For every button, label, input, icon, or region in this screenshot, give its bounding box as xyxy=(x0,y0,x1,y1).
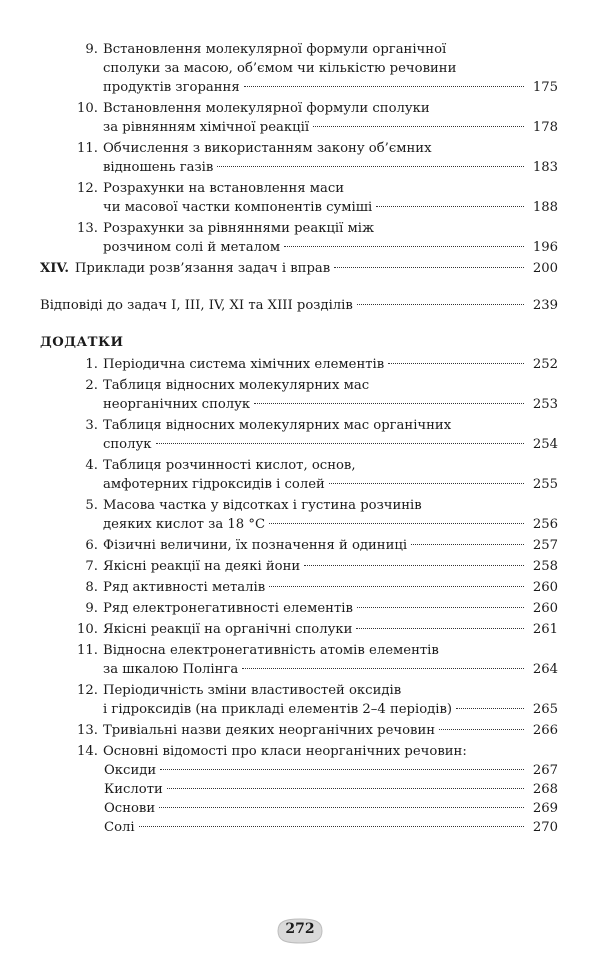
dot-leader xyxy=(254,403,524,404)
page-ref: 267 xyxy=(532,763,558,778)
dot-leader xyxy=(334,267,524,268)
page-ref: 269 xyxy=(532,801,558,816)
entry-number: 9. xyxy=(85,42,98,57)
entry-title-line: і гідроксидів (на прикладі елементів 2–4 періодів) xyxy=(103,702,453,717)
section-title: Приклади розв’язання задач і вправ xyxy=(74,261,331,276)
entry-title-line: Якісні реакції на деякі йони xyxy=(103,559,301,574)
entry-title-line: Таблиця відносних молекулярних мас xyxy=(103,378,370,393)
entry-title-line: Таблиця відносних молекулярних мас органічних xyxy=(103,418,452,433)
entry-title-line: Ряд активності металів xyxy=(103,580,266,595)
dot-leader xyxy=(156,443,525,444)
page-ref: 256 xyxy=(532,517,558,532)
entry-title-line: амфотерних гідроксидів і солей xyxy=(103,477,325,492)
dot-leader xyxy=(284,246,524,247)
section-roman-numeral: XIV. xyxy=(40,261,69,276)
dot-leader xyxy=(159,807,524,808)
toc-entry xyxy=(40,139,558,177)
toc-entry xyxy=(40,557,558,576)
page-ref: 268 xyxy=(532,782,558,797)
entry-title-line: відношень газів xyxy=(103,160,214,175)
entry-number: 14. xyxy=(77,744,98,759)
entry-title-line: продуктів згорання xyxy=(103,80,240,95)
entry-title-line: за шкалою Полінга xyxy=(103,662,239,677)
page-ref: 257 xyxy=(532,538,558,553)
page-ref: 175 xyxy=(532,80,558,95)
dot-leader xyxy=(388,363,524,364)
toc-entry xyxy=(40,179,558,217)
entry-number: 10. xyxy=(77,622,98,637)
dot-leader xyxy=(242,668,524,669)
dot-leader xyxy=(357,607,524,608)
dot-leader xyxy=(439,729,524,730)
sub-entry-title: Оксиди xyxy=(104,763,157,778)
entry-number: 4. xyxy=(85,458,98,473)
appendix-entries xyxy=(40,355,558,740)
toc-entry-answers xyxy=(40,296,558,315)
toc-sub-entry xyxy=(40,761,558,780)
toc-entry xyxy=(40,416,558,454)
dot-leader xyxy=(167,788,524,789)
entry-number: 12. xyxy=(77,683,98,698)
page-ref: 265 xyxy=(532,702,558,717)
dot-leader xyxy=(244,86,524,87)
entry-number: 7. xyxy=(85,559,98,574)
page-ref: 260 xyxy=(532,601,558,616)
entry-title-line: деяких кислот за 18 °С xyxy=(103,517,266,532)
toc-entry xyxy=(40,456,558,494)
page-ref: 188 xyxy=(532,200,558,215)
sub-entry-title: Кислоти xyxy=(104,782,163,797)
dot-leader xyxy=(356,628,524,629)
toc-entry-14 xyxy=(40,742,558,761)
toc-entry xyxy=(40,599,558,618)
dot-leader xyxy=(411,544,524,545)
dot-leader xyxy=(456,708,524,709)
entry-number: 13. xyxy=(77,221,98,236)
entry-number: 13. xyxy=(77,723,98,738)
entry-title-line: Масова частка у відсотках і густина розчинів xyxy=(103,498,422,513)
toc-entry-section-xiv xyxy=(40,259,558,278)
toc-entry xyxy=(40,496,558,534)
dot-leader xyxy=(313,126,524,127)
entry-title-line: Встановлення молекулярної формули сполуки xyxy=(103,101,430,116)
page-ref: 239 xyxy=(532,298,558,313)
entry-number: 3. xyxy=(85,418,98,433)
entry-title-line: сполук xyxy=(103,437,152,452)
entry-title-line: Розрахунки за рівняннями реакції між xyxy=(103,221,375,236)
page-ref: 266 xyxy=(532,723,558,738)
toc-entry xyxy=(40,536,558,555)
toc-entry xyxy=(40,355,558,374)
sub-entries xyxy=(40,761,558,837)
page-number: 272 xyxy=(285,921,315,937)
page-ref: 254 xyxy=(532,437,558,452)
toc-entry xyxy=(40,40,558,97)
page-ref: 270 xyxy=(532,820,558,835)
entry-number: 5. xyxy=(85,498,98,513)
table-of-contents xyxy=(40,40,558,837)
dot-leader xyxy=(269,523,524,524)
page-ref: 183 xyxy=(532,160,558,175)
entry-title-line: Розрахунки на встановлення маси xyxy=(103,181,345,196)
toc-entry xyxy=(40,578,558,597)
entry-title-line: за рівнянням хімічної реакції xyxy=(103,120,310,135)
entry-title: Основні відомості про класи неорганічних речовин: xyxy=(103,744,467,759)
entry-title-line: сполуки за масою, об’ємом чи кількістю речовини xyxy=(103,61,457,76)
entry-title-line: Таблиця розчинності кислот, основ, xyxy=(103,458,356,473)
page-ref: 264 xyxy=(532,662,558,677)
entry-number: 9. xyxy=(85,601,98,616)
toc-entry xyxy=(40,376,558,414)
page-ref: 260 xyxy=(532,580,558,595)
entry-title-line: Періодичність зміни властивостей оксидів xyxy=(103,683,402,698)
page-ref: 253 xyxy=(532,397,558,412)
page-ref: 178 xyxy=(532,120,558,135)
entry-number: 2. xyxy=(85,378,98,393)
dot-leader xyxy=(357,304,524,305)
toc-sub-entry xyxy=(40,818,558,837)
entry-number: 1. xyxy=(85,357,98,372)
entry-number: 12. xyxy=(77,181,98,196)
toc-entry xyxy=(40,620,558,639)
entry-title-line: Ряд електронегативності елементів xyxy=(103,601,353,616)
toc-entry xyxy=(40,721,558,740)
sub-entry-title: Солі xyxy=(104,820,135,835)
entry-title-line: неорганічних сполук xyxy=(103,397,251,412)
dot-leader xyxy=(139,826,524,827)
toc-sub-entry xyxy=(40,799,558,818)
entry-title-line: Відносна електронегативність атомів елементів xyxy=(103,643,439,658)
entry-number: 6. xyxy=(85,538,98,553)
entry-title-line: чи масової частки компонентів суміші xyxy=(103,200,373,215)
entry-title-line: Тривіальні назви деяких неорганічних речовин xyxy=(103,723,436,738)
entry-title-line: Періодична система хімічних елементів xyxy=(103,357,385,372)
dot-leader xyxy=(376,206,524,207)
dot-leader xyxy=(329,483,524,484)
dot-leader xyxy=(217,166,524,167)
dot-leader xyxy=(160,769,524,770)
page-number-badge xyxy=(274,916,326,946)
toc-entry xyxy=(40,681,558,719)
entry-number: 11. xyxy=(77,643,98,658)
entry-title-line: Якісні реакції на органічні сполуки xyxy=(103,622,353,637)
page-ref: 196 xyxy=(532,240,558,255)
toc-entry xyxy=(40,99,558,137)
entry-number: 10. xyxy=(77,101,98,116)
entry-number: 8. xyxy=(85,580,98,595)
toc-sub-entry xyxy=(40,780,558,799)
page-ref: 255 xyxy=(532,477,558,492)
entry-title-line: Встановлення молекулярної формули органічної xyxy=(103,42,447,57)
dot-leader xyxy=(269,586,524,587)
entry-title-line: Фізичні величини, їх позначення й одиниці xyxy=(103,538,408,553)
page-ref: 261 xyxy=(532,622,558,637)
page-ref: 258 xyxy=(532,559,558,574)
toc-section-entries xyxy=(40,40,558,257)
page-ref: 252 xyxy=(532,357,558,372)
entry-title-line: розчином солі й металом xyxy=(103,240,281,255)
dot-leader xyxy=(304,565,524,566)
sub-entry-title: Основи xyxy=(104,801,156,816)
toc-entry xyxy=(40,641,558,679)
entry-title-line: Обчислення з використанням закону об’ємних xyxy=(103,141,432,156)
answers-title: Відповіді до задач I, III, IV, XI та XIII розділів xyxy=(40,298,353,313)
toc-entry xyxy=(40,219,558,257)
appendix-heading: ДОДАТКИ xyxy=(40,335,124,350)
entry-number: 11. xyxy=(77,141,98,156)
page-ref: 200 xyxy=(532,261,558,276)
